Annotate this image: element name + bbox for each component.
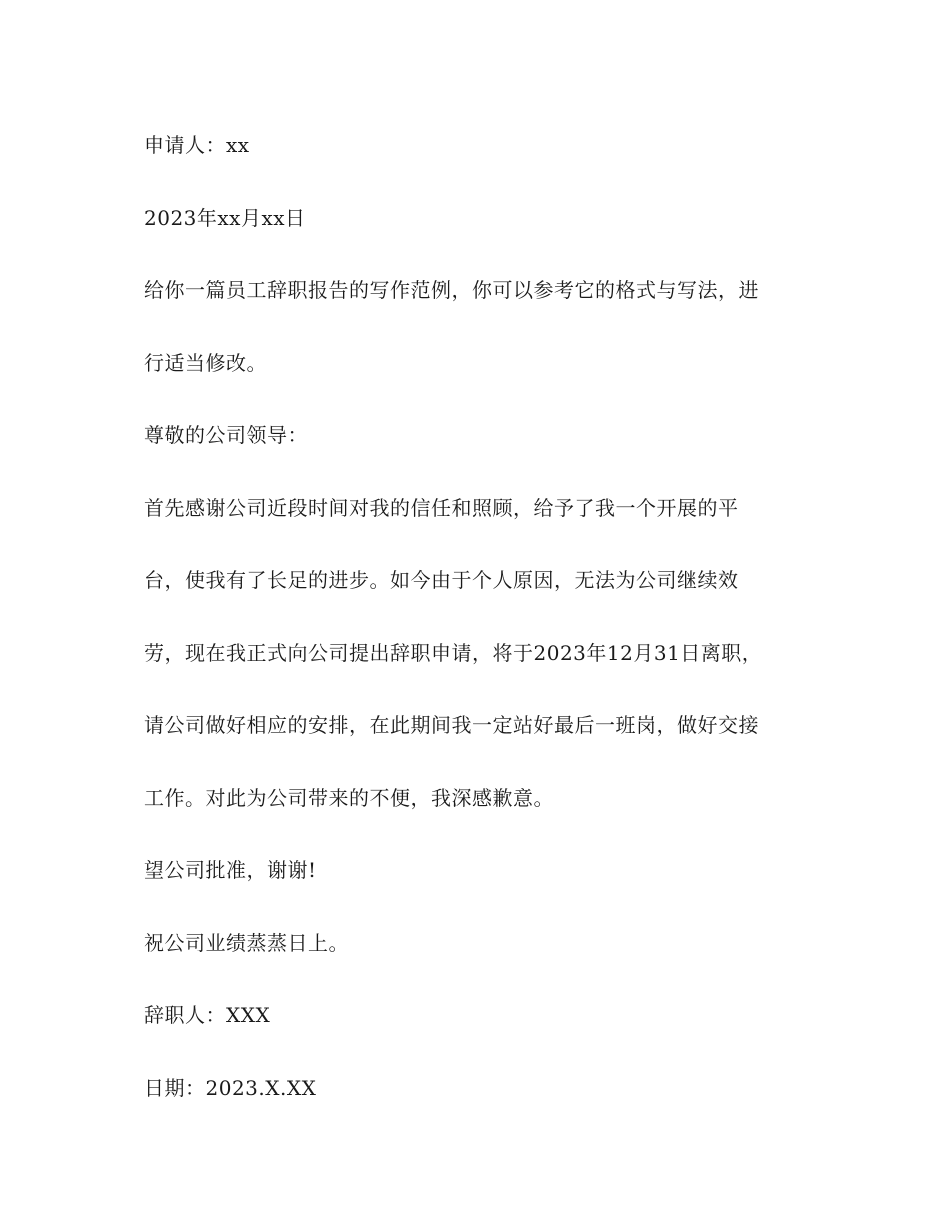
request-line: 望公司批准，谢谢!	[144, 858, 317, 882]
document-body	[144, 127, 804, 1142]
body-line-5: 工作。对此为公司带来的不便，我深感歉意。	[144, 785, 554, 810]
wish-line: 祝公司业绩蒸蒸日上。	[144, 930, 349, 955]
body-line-1: 首先感谢公司近段时间对我的信任和照顾，给予了我一个开展的平	[144, 495, 739, 520]
body-line-2: 台，使我有了长足的进步。如今由于个人原因，无法为公司继续效	[144, 568, 739, 592]
body-line-3: 劳，现在我正式向公司提出辞职申请，将于2023年12月31日离职，	[144, 640, 763, 665]
signer-line: 辞职人：XXX	[144, 1003, 271, 1027]
date-line: 2023年xx月xx日	[144, 205, 306, 230]
salutation-line: 尊敬的公司领导：	[144, 423, 308, 447]
applicant-line: 申请人：xx	[144, 133, 250, 157]
signed-date-line: 日期：2023.X.XX	[144, 1075, 317, 1100]
intro-line-2: 行适当修改。	[144, 350, 267, 375]
intro-line-1: 给你一篇员工辞职报告的写作范例，你可以参考它的格式与写法，进	[144, 278, 759, 302]
body-line-4: 请公司做好相应的安排，在此期间我一定站好最后一班岗，做好交接	[144, 713, 759, 737]
